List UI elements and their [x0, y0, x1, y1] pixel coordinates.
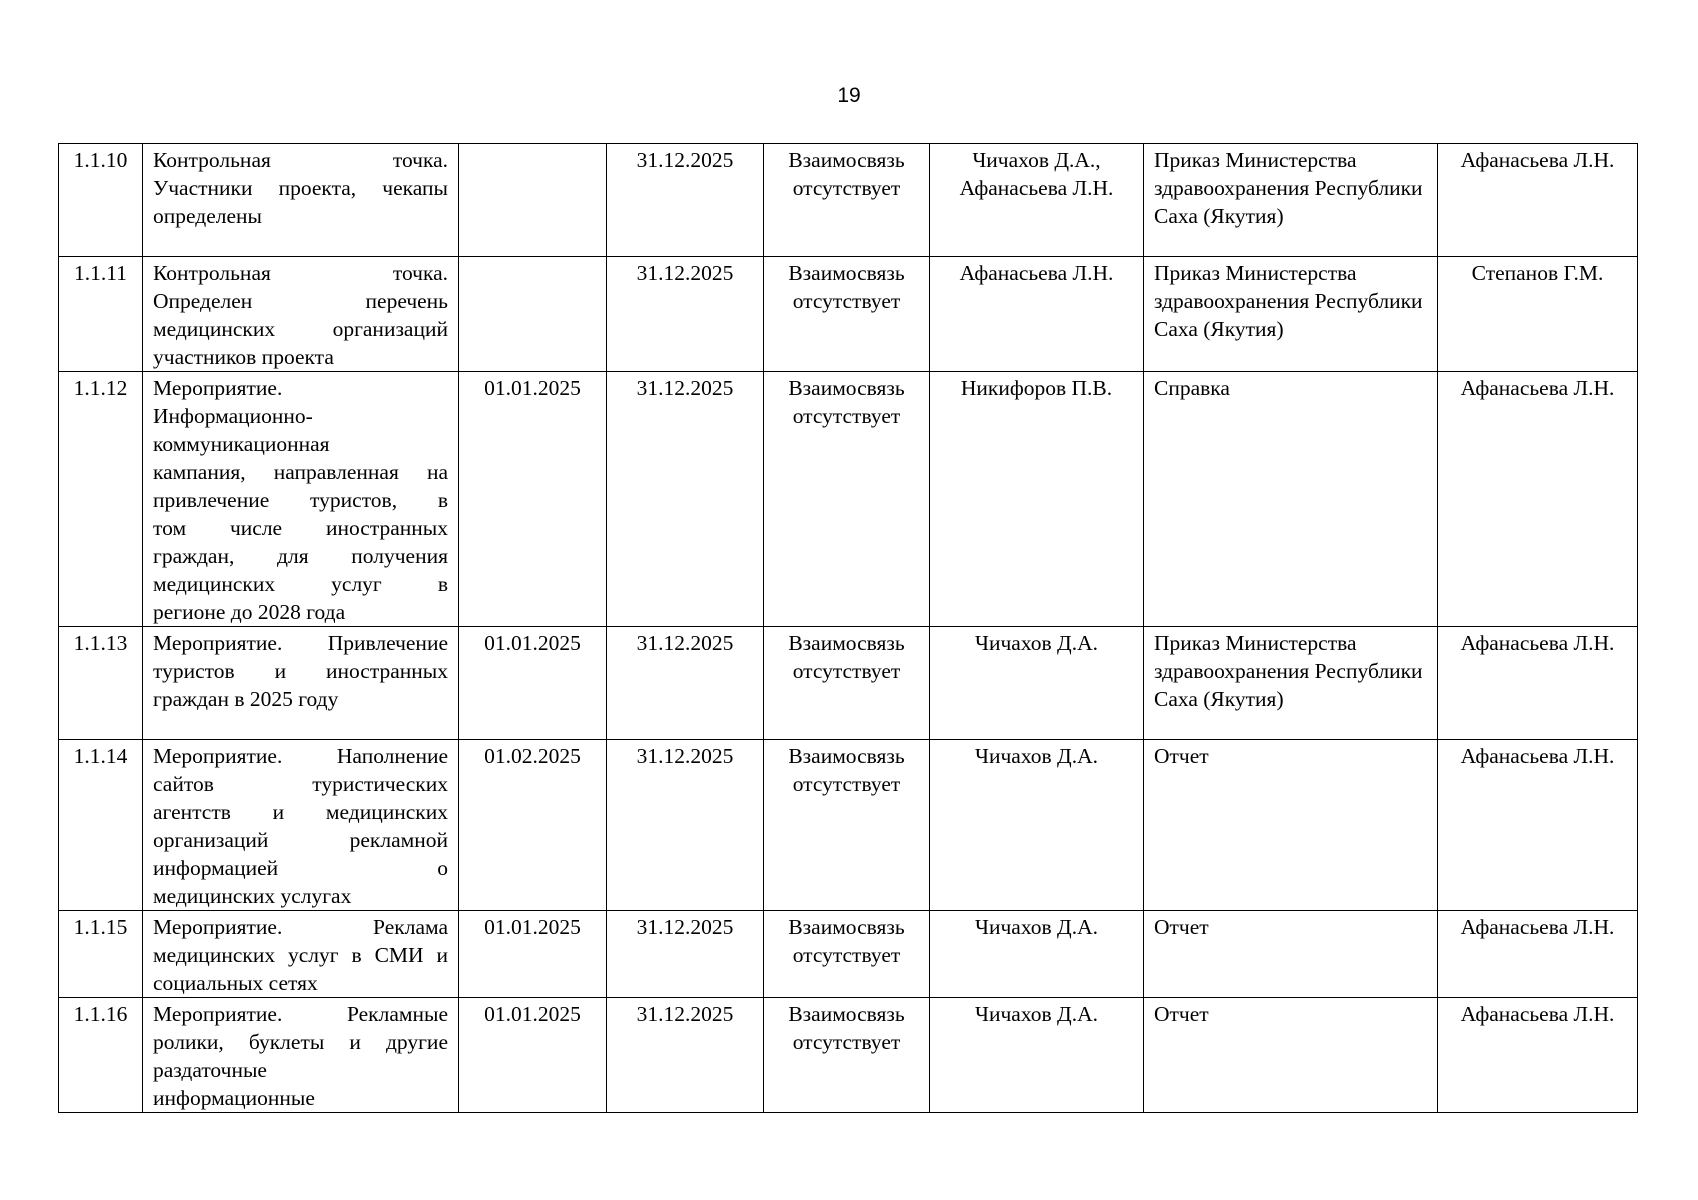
activity-name-line: агентств и медицинских [153, 800, 448, 824]
start-date: 01.01.2025 [459, 998, 607, 1113]
row-number: 1.1.14 [59, 740, 143, 911]
document: Приказ Министерства здравоохранения Республики Саха (Якутия) [1144, 144, 1438, 257]
end-date: 31.12.2025 [607, 257, 764, 372]
activity-name-line: Мероприятие. Рекламные [153, 1002, 448, 1026]
project-plan-table [58, 143, 1638, 1113]
controller: Степанов Г.М. [1438, 257, 1638, 372]
relation: Взаимосвязь отсутствует [764, 144, 930, 257]
activity-name-line: Мероприятие. [153, 376, 283, 400]
row-number: 1.1.10 [59, 144, 143, 257]
start-date: 01.01.2025 [459, 911, 607, 998]
end-date: 31.12.2025 [607, 740, 764, 911]
activity-name-line: Мероприятие. Наполнение [153, 744, 448, 768]
document: Отчет [1144, 740, 1438, 911]
table-row [59, 740, 1638, 911]
activity-name-line: Контрольная точка. [153, 261, 448, 285]
end-date: 31.12.2025 [607, 372, 764, 627]
table-row [59, 257, 1638, 372]
document: Приказ Министерства здравоохранения Республики Саха (Якутия) [1144, 257, 1438, 372]
activity-name-line: Мероприятие. Реклама [153, 915, 448, 939]
activity-name-line: том числе иностранных [153, 516, 448, 540]
activity-name-line: участников проекта [153, 345, 334, 369]
activity-name-line: граждан, для получения [153, 544, 448, 568]
activity-name-line: медицинских услуг в СМИ и [153, 943, 448, 967]
activity-name-line: туристов и иностранных [153, 659, 448, 683]
activity-name-line: социальных сетях [153, 971, 318, 995]
relation: Взаимосвязь отсутствует [764, 998, 930, 1113]
row-number: 1.1.16 [59, 998, 143, 1113]
controller: Афанасьева Л.Н. [1438, 372, 1638, 627]
document: Отчет [1144, 911, 1438, 998]
responsible: Афанасьева Л.Н. [930, 257, 1144, 372]
activity-name [143, 627, 459, 740]
table-row [59, 144, 1638, 257]
start-date [459, 257, 607, 372]
activity-name-line: организаций рекламной [153, 828, 448, 852]
activity-name-line: Контрольная точка. [153, 148, 448, 172]
row-number: 1.1.15 [59, 911, 143, 998]
end-date: 31.12.2025 [607, 998, 764, 1113]
activity-name-line: Мероприятие. Привлечение [153, 631, 448, 655]
controller: Афанасьева Л.Н. [1438, 998, 1638, 1113]
responsible: Чичахов Д.А. [930, 998, 1144, 1113]
activity-name-line: медицинских услуг в [153, 572, 448, 596]
responsible: Чичахов Д.А. [930, 911, 1144, 998]
responsible: Чичахов Д.А., Афанасьева Л.Н. [930, 144, 1144, 257]
document: Справка [1144, 372, 1438, 627]
responsible: Никифоров П.В. [930, 372, 1144, 627]
activity-name [143, 257, 459, 372]
responsible: Чичахов Д.А. [930, 740, 1144, 911]
controller: Афанасьева Л.Н. [1438, 911, 1638, 998]
responsible: Чичахов Д.А. [930, 627, 1144, 740]
activity-name-line: определены [153, 204, 262, 228]
activity-name [143, 998, 459, 1113]
table-row [59, 627, 1638, 740]
start-date [459, 144, 607, 257]
activity-name-line: Определен перечень [153, 289, 448, 313]
activity-name-line: информацией о [153, 856, 448, 880]
activity-name [143, 740, 459, 911]
start-date: 01.01.2025 [459, 372, 607, 627]
activity-name-line: раздаточные [153, 1058, 267, 1082]
activity-name-line: ролики, буклеты и другие [153, 1030, 448, 1054]
activity-name-line: коммуникационная [153, 432, 330, 456]
activity-name-line: Участники проекта, чекапы [153, 176, 448, 200]
table-row [59, 372, 1638, 627]
relation: Взаимосвязь отсутствует [764, 740, 930, 911]
relation: Взаимосвязь отсутствует [764, 627, 930, 740]
table-body [59, 144, 1638, 1113]
activity-name-line: информационные [153, 1086, 315, 1110]
activity-name-line: Информационно- [153, 404, 313, 428]
end-date: 31.12.2025 [607, 911, 764, 998]
activity-name-line: сайтов туристических [153, 772, 448, 796]
table-row [59, 911, 1638, 998]
row-number: 1.1.11 [59, 257, 143, 372]
end-date: 31.12.2025 [607, 627, 764, 740]
activity-name-line: кампания, направленная на [153, 460, 448, 484]
activity-name [143, 911, 459, 998]
controller: Афанасьева Л.Н. [1438, 740, 1638, 911]
activity-name [143, 144, 459, 257]
relation: Взаимосвязь отсутствует [764, 257, 930, 372]
start-date: 01.02.2025 [459, 740, 607, 911]
start-date: 01.01.2025 [459, 627, 607, 740]
controller: Афанасьева Л.Н. [1438, 627, 1638, 740]
controller: Афанасьева Л.Н. [1438, 144, 1638, 257]
document: Приказ Министерства здравоохранения Республики Саха (Якутия) [1144, 627, 1438, 740]
end-date: 31.12.2025 [607, 144, 764, 257]
table-row [59, 998, 1638, 1113]
document: Отчет [1144, 998, 1438, 1113]
row-number: 1.1.12 [59, 372, 143, 627]
activity-name-line: регионе до 2028 года [153, 600, 346, 624]
activity-name-line: граждан в 2025 году [153, 687, 339, 711]
row-number: 1.1.13 [59, 627, 143, 740]
activity-name [143, 372, 459, 627]
activity-name-line: привлечение туристов, в [153, 488, 448, 512]
relation: Взаимосвязь отсутствует [764, 372, 930, 627]
page-number: 19 [837, 84, 861, 107]
activity-name-line: медицинских услугах [153, 884, 352, 908]
activity-name-line: медицинских организаций [153, 317, 448, 341]
relation: Взаимосвязь отсутствует [764, 911, 930, 998]
